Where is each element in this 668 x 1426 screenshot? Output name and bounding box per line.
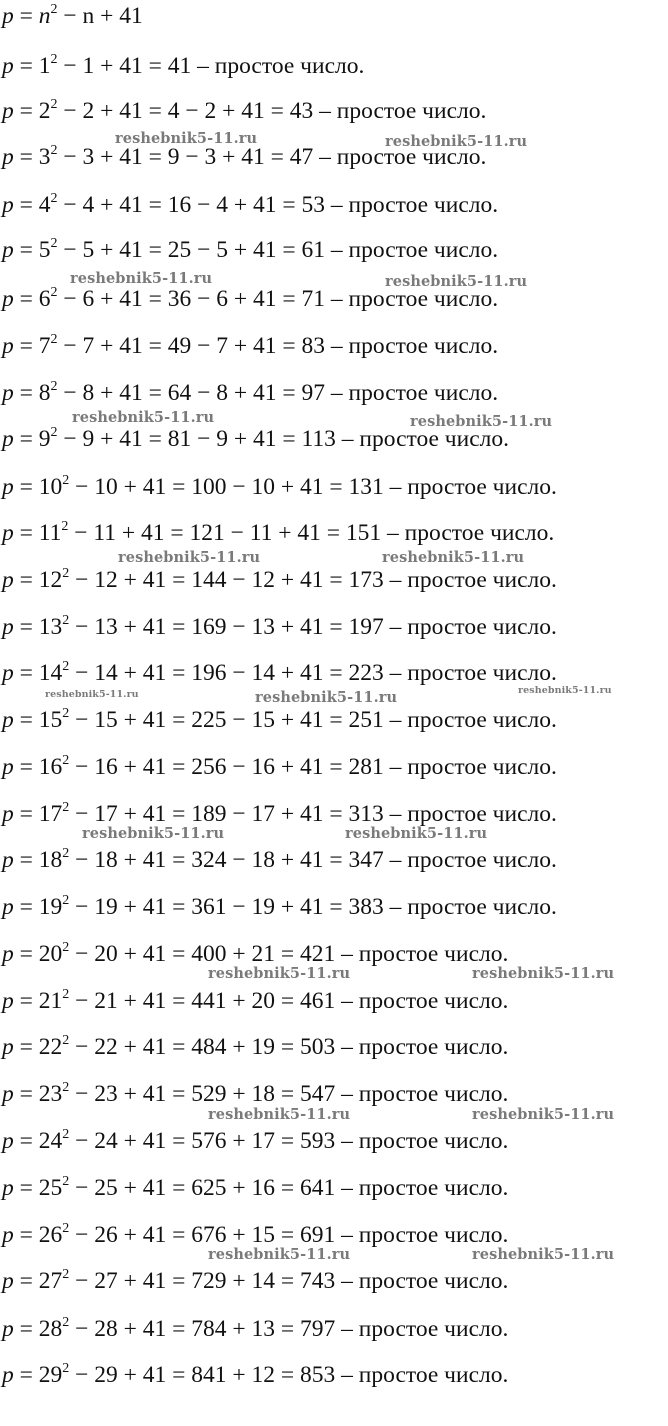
formula-line: $p = n^2 - n + 41$ <box>2 2 143 29</box>
watermark: reshebnik5-11.ru <box>410 413 553 430</box>
calc-row: $p = 19^2 - 19 + 41 = 361 - 19 + 41 = 383$ – простое число. <box>2 893 557 920</box>
watermark: reshebnik5-11.ru <box>382 549 525 566</box>
watermark: reshebnik5-11.ru <box>208 965 351 982</box>
calc-row: $p = 8^2 - 8 + 41 = 64 - 8 + 41 = 97$ – простое число. <box>2 379 499 406</box>
calc-row: $p = 20^2 - 20 + 41 = 400 + 21 = 421$ – простое число. <box>2 940 509 967</box>
watermark: reshebnik5-11.ru <box>472 1106 615 1123</box>
calc-row: $p = 2^2 - 2 + 41 = 4 - 2 + 41 = 43$ – простое число. <box>2 97 487 124</box>
variable-n: n <box>38 3 51 29</box>
watermark: reshebnik5-11.ru <box>385 273 528 290</box>
calc-row: $p = 5^2 - 5 + 41 = 25 - 5 + 41 = 61$ – простое число. <box>2 236 499 263</box>
calc-row: $p = 13^2 - 13 + 41 = 169 - 13 + 41 = 197$ – простое число. <box>2 613 557 640</box>
calc-row: $p = 11^2 - 11 + 41 = 121 - 11 + 41 = 151$ – простое число. <box>2 519 555 546</box>
watermark: reshebnik5-11.ru <box>82 825 225 842</box>
calc-row: $p = 14^2 - 14 + 41 = 196 - 14 + 41 = 223$ – простое число. <box>2 659 557 686</box>
watermark: reshebnik5-11.ru <box>118 549 261 566</box>
watermark: reshebnik5-11.ru <box>45 689 139 700</box>
calc-row: $p = 25^2 - 25 + 41 = 625 + 16 = 641$ – простое число. <box>2 1174 509 1201</box>
calc-row: $p = 18^2 - 18 + 41 = 324 - 18 + 41 = 347$ – простое число. <box>2 846 557 873</box>
exponent: 2 <box>50 2 58 17</box>
calc-row: $p = 26^2 - 26 + 41 = 676 + 15 = 691$ – простое число. <box>2 1221 509 1248</box>
watermark: reshebnik5-11.ru <box>385 133 528 150</box>
calc-row: $p = 9^2 - 9 + 41 = 81 - 9 + 41 = 113$ – простое число. <box>2 425 509 452</box>
calc-row: $p = 16^2 - 16 + 41 = 256 - 16 + 41 = 281$ – простое число. <box>2 753 557 780</box>
watermark: reshebnik5-11.ru <box>345 825 488 842</box>
calc-row: $p = 4^2 - 4 + 41 = 16 - 4 + 41 = 53$ – простое число. <box>2 191 499 218</box>
watermark: reshebnik5-11.ru <box>70 270 213 287</box>
calc-row: $p = 1^2 - 1 + 41 = 41$ – простое число. <box>2 52 365 79</box>
calc-row: $p = 28^2 - 28 + 41 = 784 + 13 = 797$ – простое число. <box>2 1315 509 1342</box>
calc-row: $p = 21^2 - 21 + 41 = 441 + 20 = 461$ – простое число. <box>2 987 509 1014</box>
calc-row: $p = 29^2 - 29 + 41 = 841 + 12 = 853$ – простое число. <box>2 1361 509 1388</box>
calc-row: $p = 6^2 - 6 + 41 = 36 - 6 + 41 = 71$ – простое число. <box>2 285 499 312</box>
watermark: reshebnik5-11.ru <box>255 689 398 706</box>
watermark: reshebnik5-11.ru <box>208 1106 351 1123</box>
formula-rest: − n + 41 <box>63 3 143 29</box>
calc-row: $p = 7^2 - 7 + 41 = 49 - 7 + 41 = 83$ – простое число. <box>2 332 499 359</box>
calc-row: $p = 17^2 - 17 + 41 = 189 - 17 + 41 = 313$ – простое число. <box>2 800 557 827</box>
calc-row: $p = 24^2 - 24 + 41 = 576 + 17 = 593$ – простое число. <box>2 1127 509 1154</box>
watermark: reshebnik5-11.ru <box>115 130 258 147</box>
calc-row: $p = 23^2 - 23 + 41 = 529 + 18 = 547$ – простое число. <box>2 1080 509 1107</box>
watermark: reshebnik5-11.ru <box>72 409 215 426</box>
calc-row: $p = 22^2 - 22 + 41 = 484 + 19 = 503$ – простое число. <box>2 1033 509 1060</box>
watermark: reshebnik5-11.ru <box>472 1246 615 1263</box>
variable-p: p <box>2 3 14 29</box>
calc-row: $p = 12^2 - 12 + 41 = 144 - 12 + 41 = 173$ – простое число. <box>2 566 557 593</box>
watermark: reshebnik5-11.ru <box>472 965 615 982</box>
watermark: reshebnik5-11.ru <box>518 685 612 696</box>
calc-row: $p = 27^2 - 27 + 41 = 729 + 14 = 743$ – простое число. <box>2 1267 509 1294</box>
calc-row: $p = 15^2 - 15 + 41 = 225 - 15 + 41 = 251$ – простое число. <box>2 706 557 733</box>
watermark: reshebnik5-11.ru <box>208 1246 351 1263</box>
calc-row: $p = 3^2 - 3 + 41 = 9 - 3 + 41 = 47$ – простое число. <box>2 143 487 170</box>
calc-row: $p = 10^2 - 10 + 41 = 100 - 10 + 41 = 131$ – простое число. <box>2 473 557 500</box>
